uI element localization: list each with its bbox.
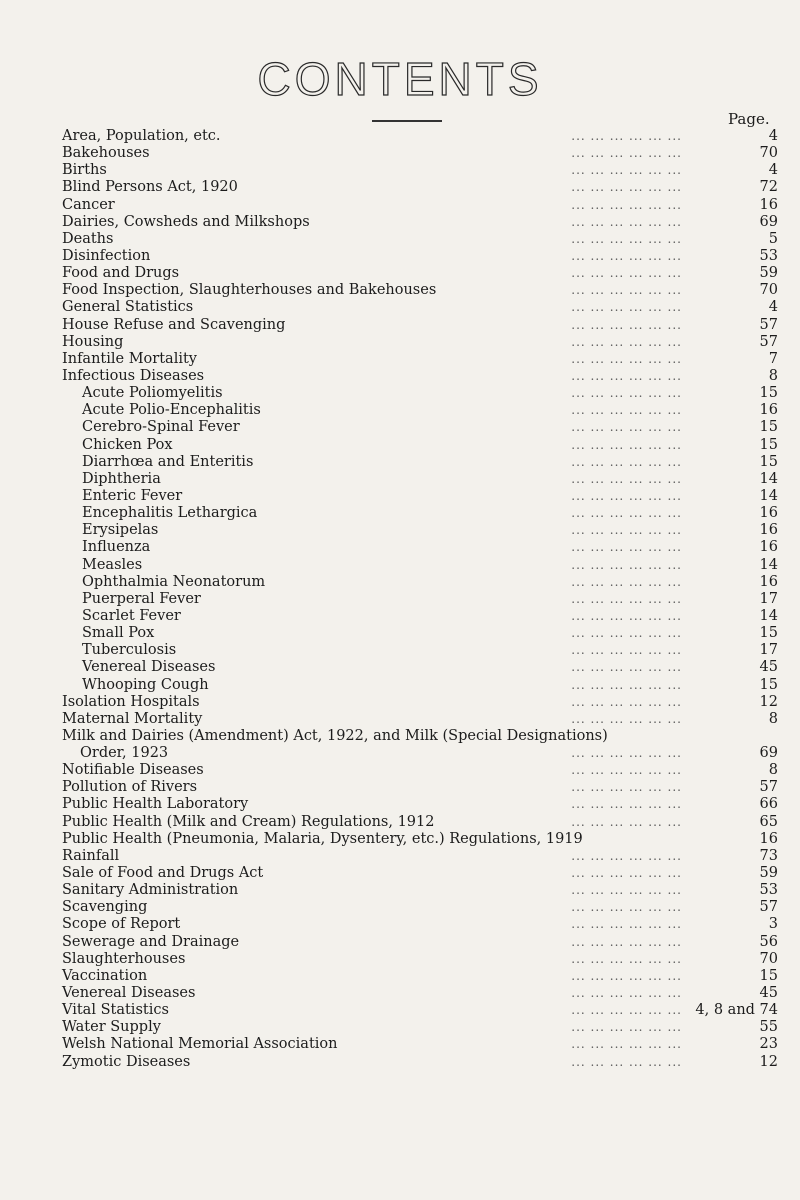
entry-page-number: 14 xyxy=(759,607,778,624)
entry-label: Measles xyxy=(82,556,143,573)
entry-page-number: 14 xyxy=(759,487,778,504)
contents-entry xyxy=(62,677,792,694)
leader-dots: ... ... ... ... ... ... xyxy=(571,437,682,452)
leader-dots: ... ... ... ... ... ... xyxy=(571,163,682,178)
leader-dots: ... ... ... ... ... ... xyxy=(571,694,682,709)
entry-page-number: 70 xyxy=(759,145,778,162)
entry-label: Sewerage and Drainage xyxy=(62,933,240,950)
leader-dots: ... ... ... ... ... ... xyxy=(571,386,682,401)
entry-label: Influenza xyxy=(82,539,151,556)
entry-page-number: 17 xyxy=(759,642,778,659)
contents-entry xyxy=(62,762,792,779)
contents-entry xyxy=(62,419,792,436)
leader-dots: ... ... ... ... ... ... xyxy=(571,986,682,1001)
entry-label: Cancer xyxy=(62,196,115,213)
contents-entry xyxy=(62,642,792,659)
entry-label: Scarlet Fever xyxy=(82,607,181,624)
entry-page-number: 70 xyxy=(759,282,778,299)
contents-entry xyxy=(62,351,792,368)
contents-entry xyxy=(62,197,792,214)
contents-entry xyxy=(62,145,792,162)
entry-page-number: 4 xyxy=(768,299,778,316)
leader-dots: ... ... ... ... ... ... xyxy=(571,1020,682,1035)
contents-entry xyxy=(62,522,792,539)
entry-label: Infantile Mortality xyxy=(62,350,197,367)
contents-entry xyxy=(62,745,792,762)
contents-entry xyxy=(62,934,792,951)
leader-dots: ... ... ... ... ... ... xyxy=(571,231,682,246)
contents-entry xyxy=(62,711,792,728)
contents-entry xyxy=(62,282,792,299)
contents-entry xyxy=(62,796,792,813)
entry-page-number: 16 xyxy=(759,573,778,590)
contents-entry xyxy=(62,694,792,711)
entry-label: Area, Population, etc. xyxy=(62,128,221,144)
entry-page-number: 4, 8 and 74 xyxy=(695,1002,778,1019)
contents-entry xyxy=(62,1054,792,1071)
contents-list xyxy=(62,128,792,1071)
leader-dots: ... ... ... ... ... ... xyxy=(571,1037,682,1052)
entry-label: Scope of Report xyxy=(62,916,181,933)
entry-label: Venereal Diseases xyxy=(62,985,196,1002)
leader-dots: ... ... ... ... ... ... xyxy=(571,1054,682,1069)
entry-label: Pollution of Rivers xyxy=(62,779,198,796)
leader-dots: ... ... ... ... ... ... xyxy=(571,591,682,606)
entry-page-number: 59 xyxy=(759,865,778,882)
entry-label: Tuberculosis xyxy=(82,642,177,659)
leader-dots: ... ... ... ... ... ... xyxy=(571,814,682,829)
leader-dots: ... ... ... ... ... ... xyxy=(571,368,682,383)
entry-label: Sanitary Administration xyxy=(62,882,239,899)
entry-page-number: 66 xyxy=(759,796,778,813)
entry-label: Dairies, Cowsheds and Milkshops xyxy=(62,213,310,230)
leader-dots: ... ... ... ... ... ... xyxy=(571,900,682,915)
entry-page-number: 57 xyxy=(759,779,778,796)
entry-page-number: 69 xyxy=(759,745,778,762)
leader-dots: ... ... ... ... ... ... xyxy=(571,197,682,212)
entry-label: Zymotic Diseases xyxy=(62,1053,191,1070)
leader-dots: ... ... ... ... ... ... xyxy=(571,1003,682,1018)
entry-label: General Statistics xyxy=(62,299,194,316)
contents-entry xyxy=(62,591,792,608)
leader-dots: ... ... ... ... ... ... xyxy=(571,146,682,161)
entry-label: Public Health Laboratory xyxy=(62,796,249,813)
leader-dots: ... ... ... ... ... ... xyxy=(571,488,682,503)
entry-label: Food and Drugs xyxy=(62,265,180,282)
leader-dots: ... ... ... ... ... ... xyxy=(571,951,682,966)
entry-page-number: 17 xyxy=(759,590,778,607)
entry-label: Acute Poliomyelitis xyxy=(82,385,223,402)
leader-dots: ... ... ... ... ... ... xyxy=(571,866,682,881)
page-title: CONTENTS xyxy=(257,53,543,105)
contents-entry xyxy=(62,899,792,916)
contents-entry xyxy=(62,248,792,265)
entry-label: Venereal Diseases xyxy=(82,659,216,676)
entry-label: Isolation Hospitals xyxy=(62,693,200,710)
entry-label: Welsh National Memorial Association xyxy=(62,1036,338,1053)
leader-dots: ... ... ... ... ... ... xyxy=(571,214,682,229)
entry-label: Chicken Pox xyxy=(82,436,173,453)
entry-label: Puerperal Fever xyxy=(82,590,201,607)
entry-page-number: 65 xyxy=(759,813,778,830)
contents-entry xyxy=(62,985,792,1002)
entry-page-number: 16 xyxy=(759,402,778,419)
leader-dots: ... ... ... ... ... ... xyxy=(571,934,682,949)
leader-dots: ... ... ... ... ... ... xyxy=(571,608,682,623)
entry-page-number: 57 xyxy=(759,899,778,916)
leader-dots: ... ... ... ... ... ... xyxy=(571,454,682,469)
contents-entry xyxy=(62,128,792,145)
entry-page-number: 57 xyxy=(759,333,778,350)
leader-dots: ... ... ... ... ... ... xyxy=(571,506,682,521)
entry-page-number: 57 xyxy=(759,316,778,333)
entry-label: Vaccination xyxy=(62,967,148,984)
entry-label: Food Inspection, Slaughterhouses and Bakehouses xyxy=(62,282,437,299)
contents-entry xyxy=(62,471,792,488)
title-rule xyxy=(372,120,442,122)
entry-label: Encephalitis Lethargica xyxy=(82,505,258,522)
leader-dots: ... ... ... ... ... ... xyxy=(571,626,682,641)
contents-entry xyxy=(62,1019,792,1036)
contents-entry xyxy=(62,539,792,556)
entry-page-number: 16 xyxy=(759,539,778,556)
contents-entry xyxy=(62,385,792,402)
leader-dots: ... ... ... ... ... ... xyxy=(571,523,682,538)
entry-label: Sale of Food and Drugs Act xyxy=(62,865,264,882)
entry-page-number: 15 xyxy=(759,625,778,642)
entry-label: Milk and Dairies (Amendment) Act, 1922, and Milk (Special Designations) xyxy=(62,727,608,744)
entry-label: Acute Polio-Encephalitis xyxy=(82,402,261,419)
entry-label: Order, 1923 xyxy=(80,745,169,762)
entry-page-number: 14 xyxy=(759,470,778,487)
entry-page-number: 16 xyxy=(759,196,778,213)
leader-dots: ... ... ... ... ... ... xyxy=(571,660,682,675)
entry-label: Notifiable Diseases xyxy=(62,762,204,779)
leader-dots: ... ... ... ... ... ... xyxy=(571,797,682,812)
entry-page-number: 8 xyxy=(768,367,778,384)
entry-page-number: 15 xyxy=(759,967,778,984)
contents-entry xyxy=(62,1002,792,1019)
contents-entry xyxy=(62,334,792,351)
entry-page-number: 8 xyxy=(768,710,778,727)
entry-page-number: 12 xyxy=(759,1053,778,1070)
entry-page-number: 7 xyxy=(768,350,778,367)
entry-page-number: 59 xyxy=(759,265,778,282)
leader-dots: ... ... ... ... ... ... xyxy=(571,180,682,195)
leader-dots: ... ... ... ... ... ... xyxy=(571,574,682,589)
leader-dots: ... ... ... ... ... ... xyxy=(571,883,682,898)
contents-entry xyxy=(62,488,792,505)
entry-page-number: 45 xyxy=(759,985,778,1002)
entry-page-number: 53 xyxy=(759,882,778,899)
contents-entry xyxy=(62,882,792,899)
entry-page-number: 56 xyxy=(759,933,778,950)
entry-label: Whooping Cough xyxy=(82,676,209,693)
entry-page-number: 16 xyxy=(759,522,778,539)
leader-dots: ... ... ... ... ... ... xyxy=(571,317,682,332)
contents-entry xyxy=(62,299,792,316)
leader-dots: ... ... ... ... ... ... xyxy=(571,420,682,435)
contents-entry xyxy=(62,179,792,196)
contents-entry xyxy=(62,265,792,282)
contents-entry xyxy=(62,814,792,831)
entry-page-number: 16 xyxy=(759,505,778,522)
contents-entry xyxy=(62,968,792,985)
entry-label: Slaughterhouses xyxy=(62,950,186,967)
contents-entry xyxy=(62,231,792,248)
contents-entry xyxy=(62,162,792,179)
entry-label: Diarrhœa and Enteritis xyxy=(82,453,254,470)
entry-label: Bakehouses xyxy=(62,145,150,162)
contents-entry xyxy=(62,574,792,591)
entry-label: Water Supply xyxy=(62,1019,161,1036)
entry-page-number: 55 xyxy=(759,1019,778,1036)
contents-entry xyxy=(62,454,792,471)
contents-entry xyxy=(62,437,792,454)
entry-label: Rainfall xyxy=(62,847,120,864)
leader-dots: ... ... ... ... ... ... xyxy=(571,711,682,726)
leader-dots: ... ... ... ... ... ... xyxy=(571,283,682,298)
leader-dots: ... ... ... ... ... ... xyxy=(571,403,682,418)
leader-dots: ... ... ... ... ... ... xyxy=(571,557,682,572)
entry-page-number: 16 xyxy=(759,830,778,847)
entry-label: Public Health (Milk and Cream) Regulations, 1912 xyxy=(62,813,435,830)
leader-dots: ... ... ... ... ... ... xyxy=(571,780,682,795)
entry-page-number: 3 xyxy=(768,916,778,933)
leader-dots: ... ... ... ... ... ... xyxy=(571,968,682,983)
entry-label: Blind Persons Act, 1920 xyxy=(62,179,238,196)
entry-label: Disinfection xyxy=(62,247,151,264)
entry-page-number: 69 xyxy=(759,213,778,230)
contents-entry xyxy=(62,779,792,796)
entry-page-number: 4 xyxy=(768,128,778,144)
entry-label: Births xyxy=(62,162,107,179)
page-column-header: Page. xyxy=(728,110,770,128)
contents-entry xyxy=(62,916,792,933)
entry-label: Scavenging xyxy=(62,899,148,916)
leader-dots: ... ... ... ... ... ... xyxy=(571,848,682,863)
contents-entry xyxy=(62,625,792,642)
entry-page-number: 15 xyxy=(759,436,778,453)
entry-page-number: 5 xyxy=(768,230,778,247)
entry-page-number: 23 xyxy=(759,1036,778,1053)
entry-label: House Refuse and Scavenging xyxy=(62,316,286,333)
leader-dots: ... ... ... ... ... ... xyxy=(571,917,682,932)
entry-label: Public Health (Pneumonia, Malaria, Dysentery, etc.) Regulations, 1919 xyxy=(62,830,583,847)
entry-label: Ophthalmia Neonatorum xyxy=(82,573,266,590)
entry-page-number: 70 xyxy=(759,950,778,967)
leader-dots: ... ... ... ... ... ... xyxy=(571,763,682,778)
leader-dots: ... ... ... ... ... ... xyxy=(571,643,682,658)
contents-entry xyxy=(62,317,792,334)
entry-page-number: 15 xyxy=(759,419,778,436)
contents-entry xyxy=(62,368,792,385)
entry-label: Housing xyxy=(62,333,124,350)
leader-dots: ... ... ... ... ... ... xyxy=(571,248,682,263)
entry-page-number: 73 xyxy=(759,847,778,864)
leader-dots: ... ... ... ... ... ... xyxy=(571,334,682,349)
contents-entry xyxy=(62,951,792,968)
entry-page-number: 15 xyxy=(759,453,778,470)
leader-dots: ... ... ... ... ... ... xyxy=(571,677,682,692)
entry-label: Vital Statistics xyxy=(62,1002,169,1019)
contents-entry xyxy=(62,831,792,848)
entry-page-number: 45 xyxy=(759,659,778,676)
contents-entry xyxy=(62,557,792,574)
leader-dots: ... ... ... ... ... ... xyxy=(571,746,682,761)
entry-page-number: 53 xyxy=(759,247,778,264)
contents-entry xyxy=(62,402,792,419)
contents-entry xyxy=(62,659,792,676)
leader-dots: ... ... ... ... ... ... xyxy=(571,300,682,315)
entry-label: Erysipelas xyxy=(82,522,159,539)
contents-entry xyxy=(62,1036,792,1053)
entry-label: Diphtheria xyxy=(82,470,161,487)
contents-entry xyxy=(62,608,792,625)
contents-entry xyxy=(62,848,792,865)
entry-page-number: 72 xyxy=(759,179,778,196)
leader-dots: ... ... ... ... ... ... xyxy=(571,471,682,486)
entry-label: Maternal Mortality xyxy=(62,710,203,727)
entry-label: Deaths xyxy=(62,230,114,247)
contents-entry xyxy=(62,505,792,522)
entry-label: Cerebro-Spinal Fever xyxy=(82,419,240,436)
entry-page-number: 4 xyxy=(768,162,778,179)
leader-dots: ... ... ... ... ... ... xyxy=(571,351,682,366)
entry-label: Enteric Fever xyxy=(82,487,183,504)
entry-page-number: 12 xyxy=(759,693,778,710)
entry-page-number: 8 xyxy=(768,762,778,779)
leader-dots: ... ... ... ... ... ... xyxy=(571,540,682,555)
entry-page-number: 14 xyxy=(759,556,778,573)
entry-label: Small Pox xyxy=(82,625,155,642)
contents-entry xyxy=(62,728,792,745)
entry-page-number: 15 xyxy=(759,676,778,693)
entry-page-number: 15 xyxy=(759,385,778,402)
contents-entry xyxy=(62,865,792,882)
contents-entry xyxy=(62,214,792,231)
leader-dots: ... ... ... ... ... ... xyxy=(571,266,682,281)
entry-label: Infectious Diseases xyxy=(62,367,205,384)
leader-dots: ... ... ... ... ... ... xyxy=(571,129,682,143)
